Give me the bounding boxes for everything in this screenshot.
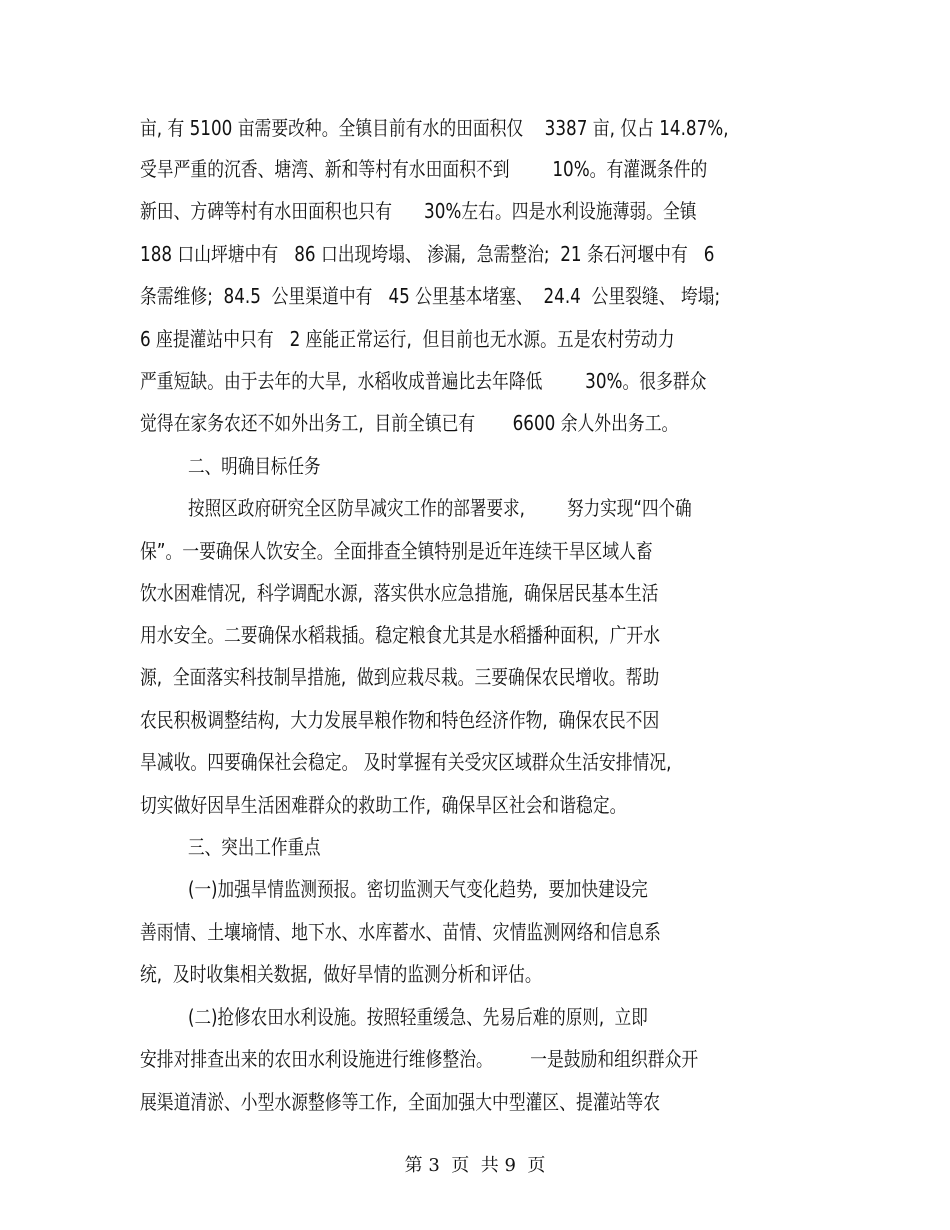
section-heading: 三、突出工作重点 <box>188 835 321 859</box>
text-line: 统, 及时收集相关数据, 做好旱情的监测分析和评估。 <box>140 962 542 986</box>
text-line: (一)加强旱情监测预报。密切监测天气变化趋势, 要加快建设完 <box>188 877 648 901</box>
text-line: 6 座提灌站中只有 2 座能正常运行, 但目前也无水源。五是农村劳动力 <box>140 327 675 351</box>
text-line: (二)抢修农田水利设施。按照轻重缓急、先易后难的原则, 立即 <box>188 1005 648 1029</box>
text-line: 旱减收。四要确保社会稳定。 及时掌握有关受灾区域群众生活安排情况, <box>140 750 672 774</box>
text-line: 觉得在家务农还不如外出务工, 目前全镇已有 6600 余人外出务工。 <box>140 411 679 435</box>
text-line: 条需维修; 84.5 公里渠道中有 45 公里基本堵塞、 24.4 公里裂缝、 垮塌; <box>140 284 721 308</box>
text-line: 188 口山坪塘中有 86 口出现垮塌、 渗漏, 急需整治; 21 条石河堰中有 6 <box>140 242 715 266</box>
text-line: 亩, 有 5100 亩需要改种。全镇目前有水的田面积仅 3387 亩, 仅占 14.87%, <box>140 116 729 140</box>
text-line: 善雨情、土壤墒情、地下水、水库蓄水、苗情、灾情监测网络和信息系 <box>140 920 661 944</box>
text-line: 按照区政府研究全区防旱减灾工作的部署要求, 努力实现“四个确 <box>188 496 692 520</box>
text-line: 新田、方碑等村有水田面积也只有 30%左右。四是水利设施薄弱。全镇 <box>140 199 697 223</box>
text-line: 安排对排查出来的农田水利设施进行维修整治。 一是鼓励和组织群众开 <box>140 1047 699 1071</box>
text-line: 展渠道清淤、小型水源整修等工作, 全面加强大中型灌区、提灌站等农 <box>140 1090 661 1114</box>
text-line: 受旱严重的沉香、塘湾、新和等村有水田面积不到 10%。有灌溉条件的 <box>140 157 708 181</box>
section-heading: 二、明确目标任务 <box>188 454 321 478</box>
text-line: 严重短缺。由于去年的大旱, 水稻收成普遍比去年降低 30%。很多群众 <box>140 369 707 393</box>
page-number-footer: 第 3 页 共 9 页 <box>404 1155 546 1176</box>
text-line: 切实做好因旱生活困难群众的救助工作, 确保旱区社会和谐稳定。 <box>140 793 627 817</box>
text-line: 源, 全面落实科技制旱措施, 做到应栽尽栽。三要确保农民增收。帮助 <box>140 665 660 689</box>
text-line: 用水安全。二要确保水稻栽插。稳定粮食尤其是水稻播种面积, 广开水 <box>140 623 661 647</box>
text-line: 保”。一要确保人饮安全。全面排查全镇特别是近年连续干旱区域人畜 <box>140 539 653 563</box>
text-line: 饮水困难情况, 科学调配水源, 落实供水应急措施, 确保居民基本生活 <box>140 581 659 605</box>
text-line: 农民积极调整结构, 大力发展旱粮作物和特色经济作物, 确保农民不因 <box>140 708 660 732</box>
